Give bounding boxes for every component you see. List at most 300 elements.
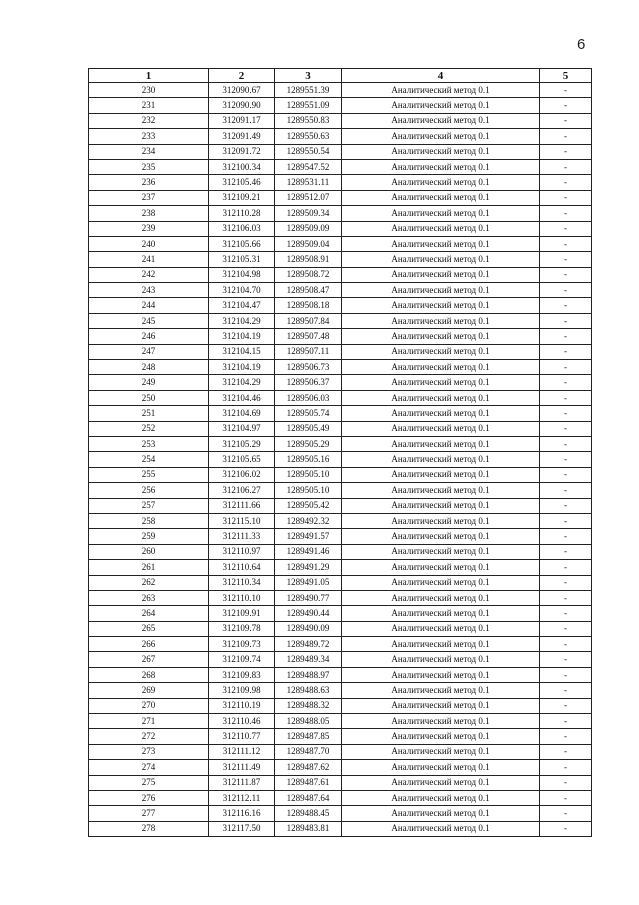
table-row — [89, 714, 592, 729]
table-row — [89, 652, 592, 667]
point-number-cell: 241 — [89, 252, 209, 267]
table-row — [89, 375, 592, 390]
y-coordinate-cell: 1289506.73 — [275, 360, 342, 375]
point-number-cell: 231 — [89, 98, 209, 113]
table-header-row — [89, 69, 592, 83]
method-cell: Аналитический метод 0.1 — [342, 606, 540, 621]
method-cell: Аналитический метод 0.1 — [342, 144, 540, 159]
y-coordinate-cell: 1289509.34 — [275, 206, 342, 221]
note-cell: - — [540, 236, 592, 251]
note-cell: - — [540, 790, 592, 805]
x-coordinate-cell: 312100.34 — [209, 159, 275, 174]
method-cell: Аналитический метод 0.1 — [342, 498, 540, 513]
point-number-cell: 256 — [89, 483, 209, 498]
y-coordinate-cell: 1289506.37 — [275, 375, 342, 390]
x-coordinate-cell: 312109.73 — [209, 637, 275, 652]
note-cell: - — [540, 344, 592, 359]
method-cell: Аналитический метод 0.1 — [342, 313, 540, 328]
method-cell: Аналитический метод 0.1 — [342, 190, 540, 205]
y-coordinate-cell: 1289506.03 — [275, 390, 342, 405]
note-cell: - — [540, 252, 592, 267]
point-number-cell: 258 — [89, 513, 209, 528]
point-number-cell: 236 — [89, 175, 209, 190]
note-cell: - — [540, 206, 592, 221]
method-cell: Аналитический метод 0.1 — [342, 283, 540, 298]
table-row — [89, 283, 592, 298]
table-row — [89, 729, 592, 744]
note-cell: - — [540, 375, 592, 390]
y-coordinate-cell: 1289487.61 — [275, 775, 342, 790]
note-cell: - — [540, 606, 592, 621]
note-cell: - — [540, 744, 592, 759]
method-cell: Аналитический метод 0.1 — [342, 714, 540, 729]
y-coordinate-cell: 1289505.49 — [275, 421, 342, 436]
y-coordinate-cell: 1289488.63 — [275, 683, 342, 698]
note-cell: - — [540, 714, 592, 729]
x-coordinate-cell: 312109.91 — [209, 606, 275, 621]
note-cell: - — [540, 667, 592, 682]
y-coordinate-cell: 1289508.72 — [275, 267, 342, 282]
y-coordinate-cell: 1289507.48 — [275, 329, 342, 344]
method-cell: Аналитический метод 0.1 — [342, 560, 540, 575]
y-coordinate-cell: 1289489.34 — [275, 652, 342, 667]
point-number-cell: 232 — [89, 113, 209, 128]
y-coordinate-cell: 1289488.97 — [275, 667, 342, 682]
y-coordinate-cell: 1289512.07 — [275, 190, 342, 205]
method-cell: Аналитический метод 0.1 — [342, 406, 540, 421]
x-coordinate-cell: 312104.69 — [209, 406, 275, 421]
point-number-cell: 252 — [89, 421, 209, 436]
x-coordinate-cell: 312106.27 — [209, 483, 275, 498]
x-coordinate-cell: 312104.19 — [209, 329, 275, 344]
note-cell: - — [540, 652, 592, 667]
x-coordinate-cell: 312110.77 — [209, 729, 275, 744]
point-number-cell: 268 — [89, 667, 209, 682]
note-cell: - — [540, 775, 592, 790]
table-row — [89, 344, 592, 359]
method-cell: Аналитический метод 0.1 — [342, 221, 540, 236]
y-coordinate-cell: 1289507.84 — [275, 313, 342, 328]
y-coordinate-cell: 1289550.63 — [275, 129, 342, 144]
point-number-cell: 261 — [89, 560, 209, 575]
point-number-cell: 235 — [89, 159, 209, 174]
table-row — [89, 590, 592, 605]
y-coordinate-cell: 1289505.10 — [275, 483, 342, 498]
method-cell: Аналитический метод 0.1 — [342, 513, 540, 528]
method-cell: Аналитический метод 0.1 — [342, 98, 540, 113]
y-coordinate-cell: 1289531.11 — [275, 175, 342, 190]
note-cell: - — [540, 452, 592, 467]
method-cell: Аналитический метод 0.1 — [342, 760, 540, 775]
y-coordinate-cell: 1289509.04 — [275, 236, 342, 251]
point-number-cell: 270 — [89, 698, 209, 713]
y-coordinate-cell: 1289508.47 — [275, 283, 342, 298]
table-row — [89, 329, 592, 344]
point-number-cell: 249 — [89, 375, 209, 390]
y-coordinate-cell: 1289491.05 — [275, 575, 342, 590]
note-cell: - — [540, 575, 592, 590]
table-row — [89, 698, 592, 713]
table-row — [89, 806, 592, 821]
method-cell: Аналитический метод 0.1 — [342, 667, 540, 682]
method-cell: Аналитический метод 0.1 — [342, 744, 540, 759]
method-cell: Аналитический метод 0.1 — [342, 790, 540, 805]
note-cell: - — [540, 821, 592, 836]
note-cell: - — [540, 421, 592, 436]
y-coordinate-cell: 1289491.29 — [275, 560, 342, 575]
method-cell: Аналитический метод 0.1 — [342, 483, 540, 498]
table-row — [89, 421, 592, 436]
method-cell: Аналитический метод 0.1 — [342, 375, 540, 390]
x-coordinate-cell: 312110.97 — [209, 544, 275, 559]
table-row — [89, 313, 592, 328]
y-coordinate-cell: 1289509.09 — [275, 221, 342, 236]
table-row — [89, 744, 592, 759]
x-coordinate-cell: 312090.90 — [209, 98, 275, 113]
point-number-cell: 271 — [89, 714, 209, 729]
table-row — [89, 560, 592, 575]
y-coordinate-cell: 1289505.29 — [275, 436, 342, 451]
table-row — [89, 544, 592, 559]
column-header: 2 — [209, 69, 275, 83]
x-coordinate-cell: 312111.66 — [209, 498, 275, 513]
x-coordinate-cell: 312109.78 — [209, 621, 275, 636]
method-cell: Аналитический метод 0.1 — [342, 360, 540, 375]
x-coordinate-cell: 312104.19 — [209, 360, 275, 375]
table-row — [89, 821, 592, 836]
table-row — [89, 83, 592, 98]
coordinates-table — [88, 68, 592, 837]
table-row — [89, 606, 592, 621]
table-row — [89, 683, 592, 698]
point-number-cell: 260 — [89, 544, 209, 559]
point-number-cell: 245 — [89, 313, 209, 328]
y-coordinate-cell: 1289488.45 — [275, 806, 342, 821]
y-coordinate-cell: 1289487.62 — [275, 760, 342, 775]
point-number-cell: 233 — [89, 129, 209, 144]
note-cell: - — [540, 159, 592, 174]
point-number-cell: 243 — [89, 283, 209, 298]
x-coordinate-cell: 312104.70 — [209, 283, 275, 298]
x-coordinate-cell: 312109.98 — [209, 683, 275, 698]
y-coordinate-cell: 1289505.10 — [275, 467, 342, 482]
method-cell: Аналитический метод 0.1 — [342, 83, 540, 98]
x-coordinate-cell: 312105.65 — [209, 452, 275, 467]
table-row — [89, 206, 592, 221]
note-cell: - — [540, 760, 592, 775]
x-coordinate-cell: 312105.46 — [209, 175, 275, 190]
note-cell: - — [540, 144, 592, 159]
method-cell: Аналитический метод 0.1 — [342, 344, 540, 359]
point-number-cell: 259 — [89, 529, 209, 544]
point-number-cell: 238 — [89, 206, 209, 221]
note-cell: - — [540, 267, 592, 282]
y-coordinate-cell: 1289488.32 — [275, 698, 342, 713]
point-number-cell: 275 — [89, 775, 209, 790]
x-coordinate-cell: 312091.17 — [209, 113, 275, 128]
y-coordinate-cell: 1289508.18 — [275, 298, 342, 313]
point-number-cell: 244 — [89, 298, 209, 313]
point-number-cell: 246 — [89, 329, 209, 344]
y-coordinate-cell: 1289508.91 — [275, 252, 342, 267]
method-cell: Аналитический метод 0.1 — [342, 329, 540, 344]
table-row — [89, 467, 592, 482]
table-row — [89, 252, 592, 267]
point-number-cell: 265 — [89, 621, 209, 636]
point-number-cell: 263 — [89, 590, 209, 605]
note-cell: - — [540, 683, 592, 698]
method-cell: Аналитический метод 0.1 — [342, 452, 540, 467]
x-coordinate-cell: 312111.12 — [209, 744, 275, 759]
table-row — [89, 298, 592, 313]
x-coordinate-cell: 312109.83 — [209, 667, 275, 682]
note-cell: - — [540, 436, 592, 451]
method-cell: Аналитический метод 0.1 — [342, 821, 540, 836]
method-cell: Аналитический метод 0.1 — [342, 806, 540, 821]
y-coordinate-cell: 1289483.81 — [275, 821, 342, 836]
point-number-cell: 242 — [89, 267, 209, 282]
method-cell: Аналитический метод 0.1 — [342, 698, 540, 713]
method-cell: Аналитический метод 0.1 — [342, 529, 540, 544]
y-coordinate-cell: 1289505.74 — [275, 406, 342, 421]
method-cell: Аналитический метод 0.1 — [342, 206, 540, 221]
y-coordinate-cell: 1289487.85 — [275, 729, 342, 744]
x-coordinate-cell: 312104.46 — [209, 390, 275, 405]
point-number-cell: 247 — [89, 344, 209, 359]
method-cell: Аналитический метод 0.1 — [342, 729, 540, 744]
table-row — [89, 775, 592, 790]
point-number-cell: 257 — [89, 498, 209, 513]
page-number: 6 — [577, 36, 586, 53]
point-number-cell: 264 — [89, 606, 209, 621]
point-number-cell: 248 — [89, 360, 209, 375]
y-coordinate-cell: 1289551.39 — [275, 83, 342, 98]
method-cell: Аналитический метод 0.1 — [342, 298, 540, 313]
point-number-cell: 250 — [89, 390, 209, 405]
y-coordinate-cell: 1289491.46 — [275, 544, 342, 559]
column-header: 5 — [540, 69, 592, 83]
table-row — [89, 190, 592, 205]
x-coordinate-cell: 312109.21 — [209, 190, 275, 205]
note-cell: - — [540, 529, 592, 544]
column-header: 3 — [275, 69, 342, 83]
point-number-cell: 273 — [89, 744, 209, 759]
y-coordinate-cell: 1289505.16 — [275, 452, 342, 467]
x-coordinate-cell: 312104.98 — [209, 267, 275, 282]
point-number-cell: 278 — [89, 821, 209, 836]
method-cell: Аналитический метод 0.1 — [342, 113, 540, 128]
column-header: 4 — [342, 69, 540, 83]
table-row — [89, 113, 592, 128]
table-row — [89, 129, 592, 144]
point-number-cell: 251 — [89, 406, 209, 421]
note-cell: - — [540, 298, 592, 313]
table-row — [89, 436, 592, 451]
note-cell: - — [540, 329, 592, 344]
method-cell: Аналитический метод 0.1 — [342, 421, 540, 436]
y-coordinate-cell: 1289490.77 — [275, 590, 342, 605]
note-cell: - — [540, 313, 592, 328]
x-coordinate-cell: 312111.87 — [209, 775, 275, 790]
table-row — [89, 667, 592, 682]
point-number-cell: 274 — [89, 760, 209, 775]
table-row — [89, 390, 592, 405]
x-coordinate-cell: 312116.16 — [209, 806, 275, 821]
table-row — [89, 159, 592, 174]
note-cell: - — [540, 283, 592, 298]
x-coordinate-cell: 312091.49 — [209, 129, 275, 144]
method-cell: Аналитический метод 0.1 — [342, 129, 540, 144]
point-number-cell: 254 — [89, 452, 209, 467]
note-cell: - — [540, 621, 592, 636]
y-coordinate-cell: 1289489.72 — [275, 637, 342, 652]
method-cell: Аналитический метод 0.1 — [342, 175, 540, 190]
note-cell: - — [540, 221, 592, 236]
note-cell: - — [540, 113, 592, 128]
note-cell: - — [540, 129, 592, 144]
method-cell: Аналитический метод 0.1 — [342, 621, 540, 636]
table-row — [89, 360, 592, 375]
x-coordinate-cell: 312110.19 — [209, 698, 275, 713]
point-number-cell: 269 — [89, 683, 209, 698]
table-row — [89, 236, 592, 251]
note-cell: - — [540, 467, 592, 482]
x-coordinate-cell: 312091.72 — [209, 144, 275, 159]
x-coordinate-cell: 312106.02 — [209, 467, 275, 482]
note-cell: - — [540, 83, 592, 98]
point-number-cell: 262 — [89, 575, 209, 590]
column-header: 1 — [89, 69, 209, 83]
table-row — [89, 790, 592, 805]
method-cell: Аналитический метод 0.1 — [342, 436, 540, 451]
point-number-cell: 266 — [89, 637, 209, 652]
y-coordinate-cell: 1289550.83 — [275, 113, 342, 128]
x-coordinate-cell: 312110.64 — [209, 560, 275, 575]
table-row — [89, 498, 592, 513]
method-cell: Аналитический метод 0.1 — [342, 575, 540, 590]
y-coordinate-cell: 1289487.64 — [275, 790, 342, 805]
point-number-cell: 239 — [89, 221, 209, 236]
x-coordinate-cell: 312111.33 — [209, 529, 275, 544]
table-row — [89, 529, 592, 544]
x-coordinate-cell: 312090.67 — [209, 83, 275, 98]
x-coordinate-cell: 312105.29 — [209, 436, 275, 451]
table-row — [89, 221, 592, 236]
x-coordinate-cell: 312104.47 — [209, 298, 275, 313]
x-coordinate-cell: 312110.34 — [209, 575, 275, 590]
note-cell: - — [540, 637, 592, 652]
note-cell: - — [540, 483, 592, 498]
x-coordinate-cell: 312104.29 — [209, 313, 275, 328]
note-cell: - — [540, 729, 592, 744]
table-row — [89, 513, 592, 528]
method-cell: Аналитический метод 0.1 — [342, 637, 540, 652]
y-coordinate-cell: 1289551.09 — [275, 98, 342, 113]
x-coordinate-cell: 312117.50 — [209, 821, 275, 836]
method-cell: Аналитический метод 0.1 — [342, 652, 540, 667]
note-cell: - — [540, 806, 592, 821]
note-cell: - — [540, 360, 592, 375]
table-row — [89, 621, 592, 636]
point-number-cell: 237 — [89, 190, 209, 205]
table-row — [89, 267, 592, 282]
table-row — [89, 760, 592, 775]
method-cell: Аналитический метод 0.1 — [342, 544, 540, 559]
x-coordinate-cell: 312105.66 — [209, 236, 275, 251]
table-row — [89, 637, 592, 652]
method-cell: Аналитический метод 0.1 — [342, 467, 540, 482]
method-cell: Аналитический метод 0.1 — [342, 267, 540, 282]
table-row — [89, 575, 592, 590]
y-coordinate-cell: 1289490.09 — [275, 621, 342, 636]
x-coordinate-cell: 312106.03 — [209, 221, 275, 236]
point-number-cell: 230 — [89, 83, 209, 98]
x-coordinate-cell: 312104.29 — [209, 375, 275, 390]
x-coordinate-cell: 312105.31 — [209, 252, 275, 267]
method-cell: Аналитический метод 0.1 — [342, 159, 540, 174]
x-coordinate-cell: 312104.97 — [209, 421, 275, 436]
x-coordinate-cell: 312112.11 — [209, 790, 275, 805]
note-cell: - — [540, 390, 592, 405]
x-coordinate-cell: 312111.49 — [209, 760, 275, 775]
method-cell: Аналитический метод 0.1 — [342, 775, 540, 790]
method-cell: Аналитический метод 0.1 — [342, 252, 540, 267]
y-coordinate-cell: 1289491.57 — [275, 529, 342, 544]
note-cell: - — [540, 175, 592, 190]
method-cell: Аналитический метод 0.1 — [342, 590, 540, 605]
note-cell: - — [540, 698, 592, 713]
note-cell: - — [540, 498, 592, 513]
method-cell: Аналитический метод 0.1 — [342, 236, 540, 251]
y-coordinate-cell: 1289550.54 — [275, 144, 342, 159]
x-coordinate-cell: 312110.28 — [209, 206, 275, 221]
note-cell: - — [540, 560, 592, 575]
table-row — [89, 452, 592, 467]
y-coordinate-cell: 1289492.32 — [275, 513, 342, 528]
note-cell: - — [540, 513, 592, 528]
note-cell: - — [540, 406, 592, 421]
table-row — [89, 144, 592, 159]
table-row — [89, 175, 592, 190]
table-row — [89, 406, 592, 421]
point-number-cell: 255 — [89, 467, 209, 482]
y-coordinate-cell: 1289488.05 — [275, 714, 342, 729]
y-coordinate-cell: 1289490.44 — [275, 606, 342, 621]
note-cell: - — [540, 590, 592, 605]
note-cell: - — [540, 98, 592, 113]
point-number-cell: 234 — [89, 144, 209, 159]
point-number-cell: 276 — [89, 790, 209, 805]
table-row — [89, 483, 592, 498]
y-coordinate-cell: 1289505.42 — [275, 498, 342, 513]
x-coordinate-cell: 312109.74 — [209, 652, 275, 667]
point-number-cell: 253 — [89, 436, 209, 451]
y-coordinate-cell: 1289507.11 — [275, 344, 342, 359]
point-number-cell: 272 — [89, 729, 209, 744]
table-row — [89, 98, 592, 113]
point-number-cell: 267 — [89, 652, 209, 667]
point-number-cell: 277 — [89, 806, 209, 821]
table-body — [89, 83, 592, 837]
method-cell: Аналитический метод 0.1 — [342, 390, 540, 405]
x-coordinate-cell: 312110.46 — [209, 714, 275, 729]
y-coordinate-cell: 1289487.70 — [275, 744, 342, 759]
x-coordinate-cell: 312110.10 — [209, 590, 275, 605]
note-cell: - — [540, 190, 592, 205]
y-coordinate-cell: 1289547.52 — [275, 159, 342, 174]
method-cell: Аналитический метод 0.1 — [342, 683, 540, 698]
x-coordinate-cell: 312104.15 — [209, 344, 275, 359]
